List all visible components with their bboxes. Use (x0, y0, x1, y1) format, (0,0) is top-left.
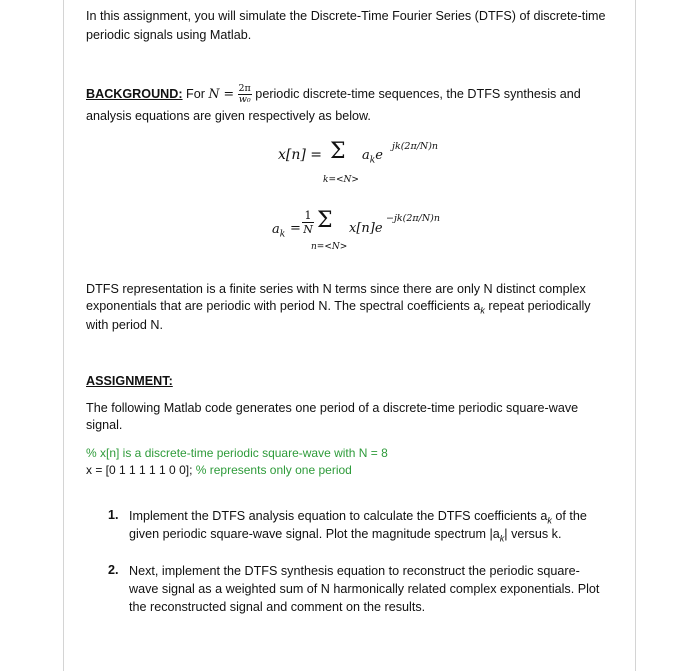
task-2-line-3: the reconstructed signal and comment on the results. (129, 600, 426, 614)
analysis-term: x[n]e (349, 221, 383, 236)
synthesis-exponent: jk(2π/N)n (392, 141, 439, 152)
background-for-text: For (182, 86, 209, 101)
background-line1-rest: periodic discrete-time sequences, the DTFS synthesis and (251, 86, 581, 101)
analysis-sigma: Σ (317, 208, 333, 233)
assignment-line-2: signal. (86, 418, 123, 432)
background-frac-den: w₀ (238, 94, 251, 105)
dtfs-line-1: DTFS representation is a finite series with N terms since there are only N distinct complex (86, 282, 586, 296)
analysis-lhs: $a_k$ (272, 222, 286, 240)
synthesis-sigma: Σ (330, 139, 346, 164)
background-line-2: analysis equations are given respectively as below. (86, 109, 371, 123)
dtfs-line-3: with period N. (86, 318, 163, 332)
analysis-sum-index: n=<N> (311, 242, 348, 252)
dtfs-line-2: exponentials that are periodic with period N. The spectral coefficients $a_k$ repeat periodically (86, 299, 591, 316)
intro-line-2: periodic signals using Matlab. (86, 28, 252, 42)
code-line: x = [0 1 1 1 1 1 0 0]; % represents only one period (86, 463, 352, 477)
page-border-right (635, 0, 636, 671)
task-2-number: 2. (108, 563, 119, 577)
intro-line-1: In this assignment, you will simulate the Discrete-Time Fourier Series (DTFS) of discrete-time (86, 9, 606, 23)
analysis-fraction (302, 209, 314, 236)
synthesis-term: $a_ke$ (362, 148, 383, 166)
assignment-line-1: The following Matlab code generates one period of a discrete-time periodic square-wave (86, 401, 579, 415)
analysis-frac-num: 1 (302, 209, 314, 223)
task-1-number: 1. (108, 508, 119, 522)
synthesis-sum-index: k=<N> (323, 175, 359, 185)
task-2-line-2: wave signal as a weighted sum of N harmonically related complex exponentials. Plot (129, 582, 600, 596)
background-heading: BACKGROUND: (86, 86, 183, 101)
background-line-1 (86, 84, 581, 105)
background-frac-num: 2π (238, 83, 251, 94)
analysis-frac-den: N (303, 223, 313, 236)
task-1-line-2: given periodic square-wave signal. Plot the magnitude spectrum $|a_k|$ versus k. (129, 527, 562, 544)
task-1-line-1: Implement the DTFS analysis equation to calculate the DTFS coefficients $a_k$ of the (129, 509, 587, 526)
code-comment: % x[n] is a discrete-time periodic square-wave with N = 8 (86, 446, 388, 460)
synthesis-lhs: x[n] = (278, 147, 323, 163)
background-fraction (238, 84, 252, 105)
background-n-eq: N = (208, 85, 235, 101)
analysis-eq-sign: = (290, 221, 301, 236)
page-border-left (63, 0, 64, 671)
analysis-exponent: −jk(2π/N)n (386, 213, 440, 224)
assignment-heading: ASSIGNMENT: (86, 374, 173, 388)
task-2-line-1: Next, implement the DTFS synthesis equation to reconstruct the periodic square- (129, 564, 580, 578)
